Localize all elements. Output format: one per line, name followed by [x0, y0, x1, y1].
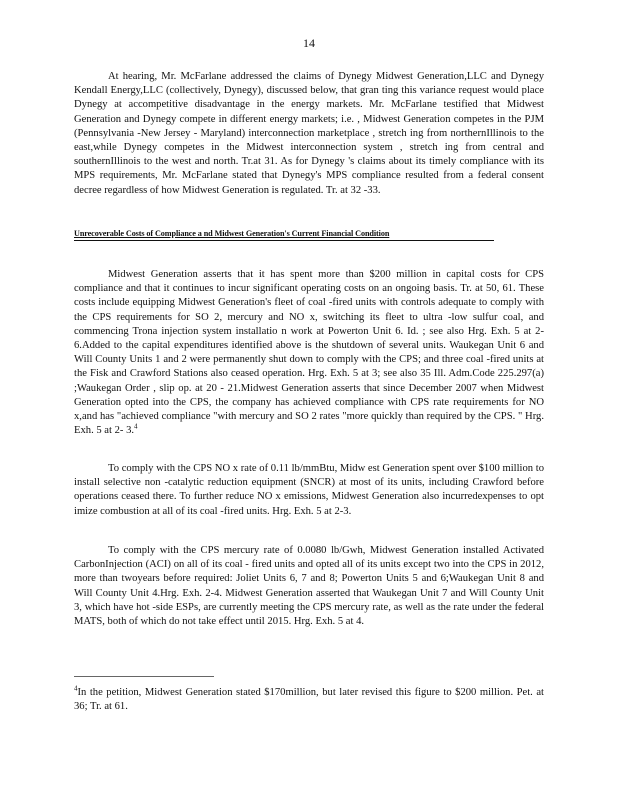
- footnote: [74, 686, 544, 714]
- footnote-divider: [74, 676, 214, 677]
- paragraph-capital-costs: [74, 268, 544, 438]
- page-number: 14: [303, 36, 315, 50]
- paragraph-mercury: To comply with the CPS mercury rate of 0.0080 lb/Gwh, Midwest Generation installed Activated CarbonInjection (ACI) on all of its coal - fired units and opted all of its units except two into the CPS in 2012, more than twoyears before required: Joliet Units 6, 7 and 8; Powerton Units 5 and 6;Waukegan Unit 8 and Will County Unit 4.Hrg. Exh. 2-4. Midwest Generation asserted that Waukegan Unit 7 and Will County Unit 3, which have hot -side ESPs, are currently meeting the CPS mercury rate, as well as the rate under the federal MATS, both of which do not take effect until 2015. Hrg. Exh. 5 at 4.: [74, 545, 544, 628]
- section-heading: [74, 228, 494, 241]
- footnote-reference[interactable]: 4: [134, 422, 138, 431]
- paragraph-capital-costs-text: Midwest Generation asserts that it has spent more than $200 million in capital costs for CPS compliance and that it continues to incur significant operating costs on an ongoing basis. Tr. at 50, 61. These costs include equipping Midwest Generation's fleet of coal -fired units with controls adequate to comply with the CPS requirements for SO 2, mercury and NO x, switching its fleet to ultra -low sulfur coal, and commencing Trona injection system installatio n work at Powerton Unit 6. Id. ; see also Hrg. Exh. 5 at 2-6.Added to the capital expenditures identified above is the shutdown of several units. Waukegan Unit 6 and Will County Units 1 and 2 were permanently shut down to comply with the CPS; and three coal -fired units at the Fisk and Crawford Stations also ceased operation. Hrg. Exh. 5 at 3; see also 35 Ill. Adm.Code 225.297(a) ;Waukegan Order , slip op. at 20 - 21.Midwest Generation asserts that since December 2007 when Midwest Generation opted into the CPS, the company has achieved compliance with CPS rate requirements for NO x,and has "achieved compliance "with mercury and SO 2 rates "more quickly than required by the CPS. " Hrg. Exh. 5 at 2- 3.: [74, 269, 544, 437]
- footnote-marker: 4: [74, 684, 78, 693]
- paragraph-nox: To comply with the CPS NO x rate of 0.11 lb/mmBtu, Midw est Generation spent over $100 million to install selective non -catalytic reduction equipment (SNCR) at most of its units, including Crawford before operations ceased there. To further reduce NO x emissions, Midwest Generation also incurredexpenses to opt imize combustion at all of its coal -fired units. Hrg. Exh. 5 at 2-3.: [74, 463, 544, 517]
- footnote-text: In the petition, Midwest Generation stated $170million, but later revised this figure to $200 million. Pet. at 36; Tr. at 61.: [74, 687, 544, 713]
- paragraph-hearing: At hearing, Mr. McFarlane addressed the claims of Dynegy Midwest Generation,LLC and Dynegy Kendall Energy,LLC (collectively, Dynegy), discussed below, that gran ting this variance request would place Dynegy at accompetitive disadvantage in the energy markets. Mr. McFarlane testified that Midwest Generation and Dynegy compete in different energy markets; i.e. , Midwest Generation competes in the PJM (Pennsylvania -New Jersey - Maryland) interconnection marketplace , stretch ing from northernIllinois to the east,while Dynegy competes in the Midwest interconnection system , stretch ing from central and southernIllinois to the west and north. Tr.at 31. As for Dynegy 's claims about its timely compliance with its MPS requirements, Mr. McFarlane stated that Dynegy's MPS compliance resulted from a federal consent decree regardless of how Midwest Generation is regulated. Tr. at 32 -33.: [74, 71, 544, 196]
- section-heading-text: Unrecoverable Costs of Compliance a nd Midwest Generation's Current Financial Condition: [74, 229, 390, 238]
